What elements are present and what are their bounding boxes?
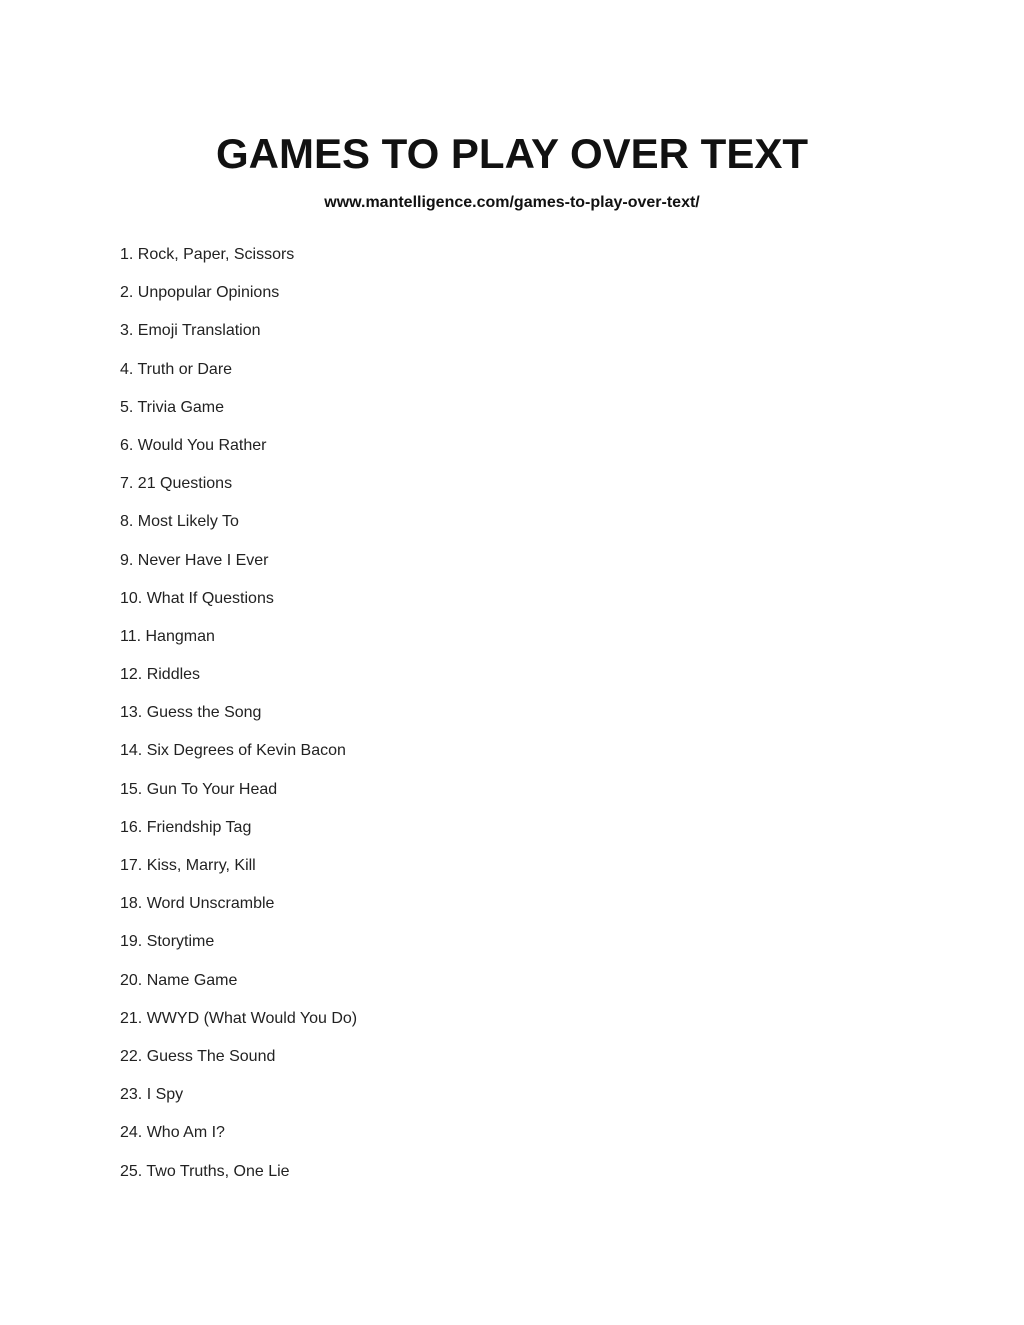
list-item: 12. Riddles xyxy=(120,666,201,684)
games-list xyxy=(120,243,357,1198)
list-item: 9. Never Have I Ever xyxy=(120,551,269,569)
list-item: 11. Hangman xyxy=(120,627,215,645)
list-item: 22. Guess The Sound xyxy=(120,1047,276,1065)
list-item: 3. Emoji Translation xyxy=(120,322,261,340)
list-item: 18. Word Unscramble xyxy=(120,895,275,913)
list-item: 4. Truth or Dare xyxy=(120,360,233,378)
list-item: 6. Would You Rather xyxy=(120,436,267,454)
list-item: 24. Who Am I? xyxy=(120,1124,225,1142)
list-item: 25. Two Truths, One Lie xyxy=(120,1162,290,1180)
page-title: GAMES TO PLAY OVER TEXT xyxy=(215,130,809,177)
list-item: 1. Rock, Paper, Scissors xyxy=(120,246,295,263)
list-item: 20. Name Game xyxy=(120,971,238,989)
list-item: 8. Most Likely To xyxy=(120,513,239,531)
source-url: www.mantelligence.com/games-to-play-over-text/ xyxy=(324,194,700,211)
list-item: 19. Storytime xyxy=(120,933,215,951)
list-item: 21. WWYD (What Would You Do) xyxy=(120,1009,358,1027)
list-item: 5. Trivia Game xyxy=(120,398,225,416)
list-item: 2. Unpopular Opinions xyxy=(120,284,280,302)
list-item: 14. Six Degrees of Kevin Bacon xyxy=(120,742,346,760)
list-item: 13. Guess the Song xyxy=(120,704,262,722)
list-item: 16. Friendship Tag xyxy=(120,818,252,836)
list-item: 15. Gun To Your Head xyxy=(120,780,278,798)
list-item: 23. I Spy xyxy=(120,1086,184,1104)
list-item: 10. What If Questions xyxy=(120,589,274,607)
list-item: 17. Kiss, Marry, Kill xyxy=(120,857,256,874)
list-item: 7. 21 Questions xyxy=(120,475,233,493)
